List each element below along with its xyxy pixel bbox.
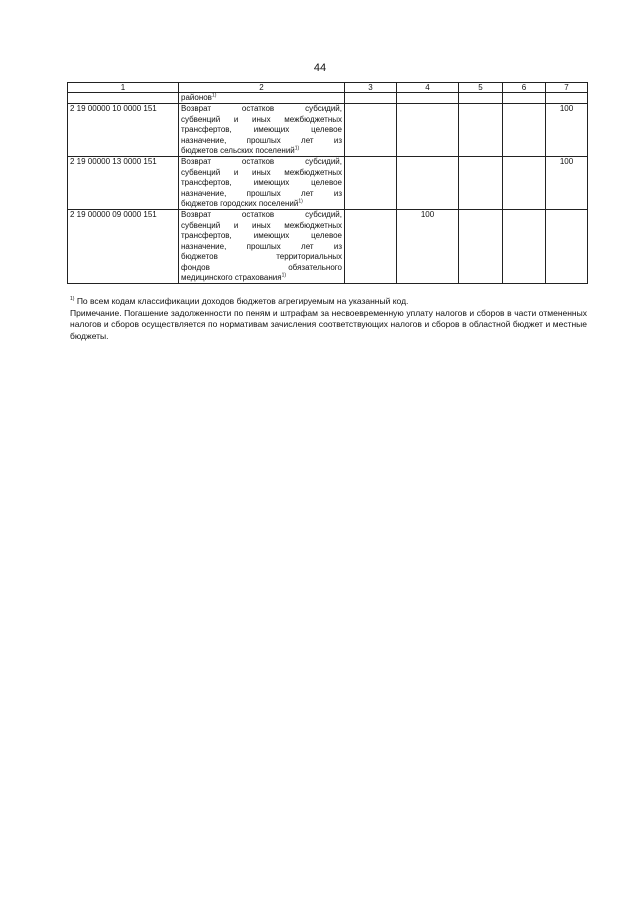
footnote-text: По всем кодам классификации доходов бюджетов агрегируемым на указанный код. [74, 296, 409, 306]
table-row [68, 93, 588, 104]
table-body [68, 93, 588, 284]
row-name-line: трансфертов, имеющих целевое [181, 178, 342, 188]
row-name-line: назначение, прошлых лет из [181, 241, 342, 251]
row-name-line: трансфертов, имеющих целевое [181, 125, 342, 135]
row-name-line: бюджетов территориальных [181, 252, 342, 262]
footnote-ref: 1) [211, 92, 217, 99]
row-value-c4 [397, 157, 459, 210]
row-code: 2 19 00000 10 0000 151 [68, 104, 179, 157]
row-name-line: фондов обязательного [181, 262, 342, 272]
row-name-line: бюджетов городских поселений [181, 199, 299, 209]
row-value-c6 [503, 210, 546, 284]
row-name [179, 93, 345, 104]
budget-table [67, 82, 588, 284]
header-cell: 5 [459, 83, 503, 93]
page-number: 44 [313, 62, 327, 74]
row-value-c7 [546, 93, 588, 104]
row-value-c6 [503, 157, 546, 210]
row-value-c3 [345, 104, 397, 157]
header-cell: 6 [503, 83, 546, 93]
row-value-c4 [397, 104, 459, 157]
footnote [70, 296, 590, 307]
header-cell: 7 [546, 83, 588, 93]
row-value-c7: 100 [546, 104, 588, 157]
row-value-c3 [345, 157, 397, 210]
row-name-line: субвенций и иных межбюджетных [181, 167, 342, 177]
row-code [68, 93, 179, 104]
row-value-c5 [459, 93, 503, 104]
table-row [68, 157, 588, 210]
row-name-line: назначение, прошлых лет из [181, 135, 342, 145]
footnote-ref: 1) [281, 272, 287, 279]
row-code: 2 19 00000 13 0000 151 [68, 157, 179, 210]
row-name-line: назначение, прошлых лет из [181, 188, 342, 198]
footnote-mark: 1) [70, 296, 75, 303]
row-name-line: медицинского страхования [181, 272, 282, 282]
row-name [179, 157, 345, 210]
header-cell: 2 [179, 83, 345, 93]
footnote-ref: 1) [294, 145, 300, 152]
row-value-c6 [503, 93, 546, 104]
row-value-c5 [459, 104, 503, 157]
table-row [68, 210, 588, 284]
row-value-c5 [459, 157, 503, 210]
row-value-c3 [345, 210, 397, 284]
row-name-line: Возврат остатков субсидий, [181, 210, 342, 220]
row-value-c6 [503, 104, 546, 157]
row-name-line: субвенций и иных межбюджетных [181, 220, 342, 230]
row-value-c3 [345, 93, 397, 104]
row-name-line: Возврат остатков субсидий, [181, 104, 342, 114]
footnote-ref: 1) [298, 198, 303, 205]
row-value-c4: 100 [397, 210, 459, 284]
table-header-row [68, 83, 588, 93]
row-name-line: районов [181, 93, 212, 102]
row-name-line: бюджетов сельских поселений [181, 146, 295, 156]
header-cell: 4 [397, 83, 459, 93]
row-value-c4 [397, 93, 459, 104]
header-cell: 1 [68, 83, 179, 93]
note-paragraph: Примечание. Погашение задолженности по пеням и штрафам за несвоевременную уплату налогов и сборов в части отмененных налогов и сборов осуществляется по нормативам зачисления соответствующих налогов и сборов в областной бюджет и местные бюджеты. [70, 308, 587, 341]
row-value-c7: 100 [546, 157, 588, 210]
row-name-line: Возврат остатков субсидий, [181, 157, 342, 167]
header-cell: 3 [345, 83, 397, 93]
row-value-c5 [459, 210, 503, 284]
row-code: 2 19 00000 09 0000 151 [68, 210, 179, 284]
row-value-c7 [546, 210, 588, 284]
row-name-line: трансфертов, имеющих целевое [181, 231, 342, 241]
row-name [179, 210, 345, 284]
row-name-line: субвенций и иных межбюджетных [181, 114, 342, 124]
table-row [68, 104, 588, 157]
row-name [179, 104, 345, 157]
